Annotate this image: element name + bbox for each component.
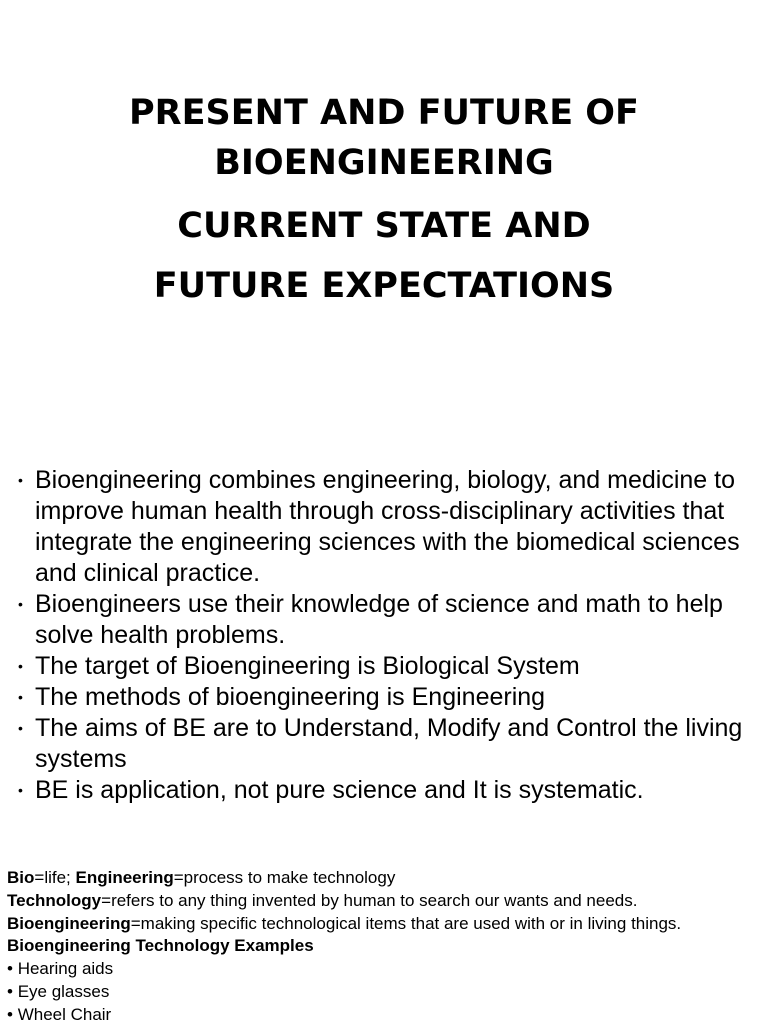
definition-line [7,913,767,936]
subtitle-line-2: FUTURE EXPECTATIONS [153,266,615,306]
definition-line [7,867,767,890]
bullet-item [18,589,758,651]
example-text: Hearing aids [17,959,114,979]
list-item [7,958,767,981]
definitions-section [7,867,767,1027]
definition-line [7,890,767,913]
examples-heading-text: Bioengineering Technology Examples [7,936,314,956]
bullet-text: BE is application, not pure science and It is systematic. [35,776,644,804]
examples-list [7,958,767,1026]
definition-term: Engineering [75,868,174,887]
definition-text: =process to make technology [173,868,396,887]
list-item [7,981,767,1004]
bullet-item [18,465,758,589]
title-line-2: BIOENGINEERING [214,143,554,183]
subtitle-line-1: CURRENT STATE AND [177,206,591,246]
example-text: Eye glasses [17,981,110,1001]
title-line-1: PRESENT AND FUTURE OF [129,93,639,133]
bullet-text: The aims of BE are to Understand, Modify and Control the living systems [35,714,743,773]
bullet-icon: • [18,782,23,798]
bullet-text: The methods of bioengineering is Engineering [35,683,546,711]
bullet-icon: • [18,472,23,488]
bullet-icon: • [18,720,23,736]
bullet-text: The target of Bioengineering is Biological System [35,652,580,680]
bullet-text: Bioengineers use their knowledge of science and math to help solve health problems. [35,590,723,649]
examples-heading [7,935,767,958]
bullet-icon: • [18,596,23,612]
definition-text: =life; [34,868,76,887]
bullet-text: Bioengineering combines engineering, biology, and medicine to improve human health through cross-disciplinary activities that integrate the engineering sciences with the biomedical sciences and clinical practice. [35,466,740,587]
definition-text: =refers to any thing invented by human to search our wants and needs. [101,890,638,910]
definition-term: Bio [7,868,35,887]
bullet-icon: • [18,658,23,674]
bullet-icon: • [18,689,23,705]
list-item [7,1004,767,1027]
bullet-item [18,682,758,713]
bullet-icon: • [7,981,13,1001]
definition-term: Technology [7,890,102,910]
definition-text: =making specific technological items that are used with or in living things. [130,913,682,933]
page-title [0,88,768,316]
bullet-item [18,651,758,682]
bullet-icon: • [7,959,13,979]
example-text: Wheel Chair [17,1004,112,1024]
bullet-item [18,775,758,806]
bullet-icon: • [7,1004,13,1024]
definition-term: Bioengineering [7,913,131,933]
bullet-list [18,465,758,806]
bullet-item [18,713,758,775]
